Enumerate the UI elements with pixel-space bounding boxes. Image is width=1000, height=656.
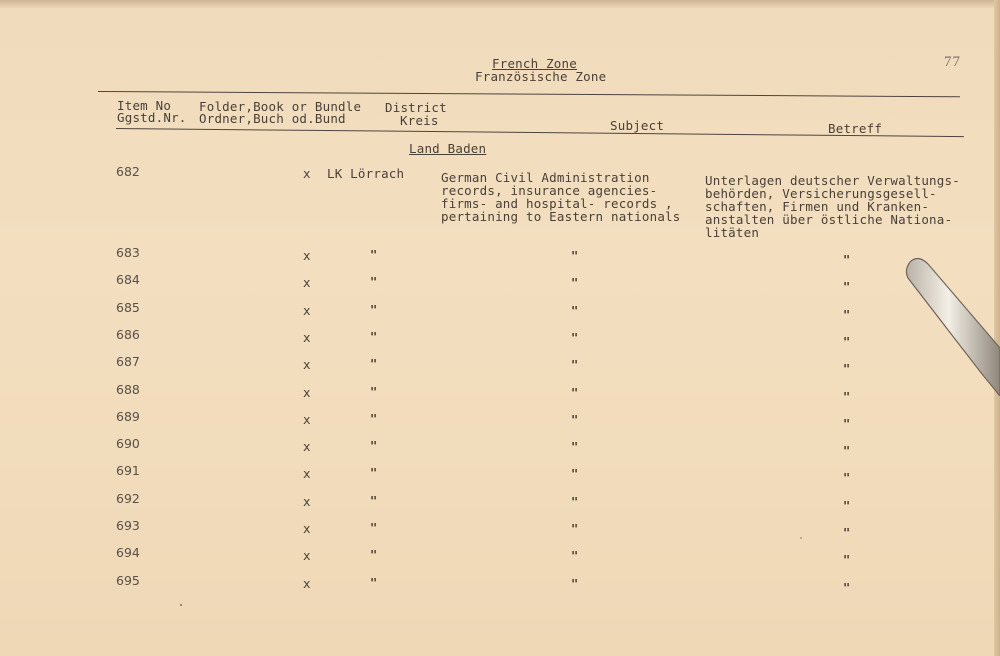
item-number: 685 (116, 300, 140, 315)
item-number: 695 (116, 573, 140, 588)
item-number: 684 (116, 272, 140, 287)
district-ditto: " (370, 412, 378, 426)
subject-ditto: " (571, 358, 579, 372)
header-ordner: Ordner,Buch od.Bund (199, 111, 346, 126)
district-ditto: " (370, 576, 378, 590)
betreff-ditto: " (843, 581, 851, 595)
district-ditto: " (370, 494, 378, 508)
item-number: 683 (116, 245, 140, 260)
subject-line: firms- and hospital- records , (441, 196, 673, 211)
row-mark: x (303, 248, 311, 263)
section-title: Land Baden (409, 141, 487, 156)
item-number: 692 (116, 491, 140, 506)
header-kreis: Kreis (400, 113, 439, 128)
row-mark: x (303, 357, 311, 372)
betreff-ditto: " (843, 335, 851, 349)
subject-ditto: " (571, 276, 579, 290)
subject-ditto: " (571, 249, 579, 263)
pen-tip-icon (904, 256, 1000, 396)
page-number: 77 (944, 54, 961, 70)
betreff-ditto: " (843, 308, 851, 322)
betreff-ditto: " (843, 390, 851, 404)
header-betreff: Betreff (828, 121, 883, 136)
subject-ditto: " (571, 549, 579, 563)
subject-ditto: " (571, 522, 579, 536)
betreff-line: behörden, Versicherungsgesell- (705, 186, 937, 201)
row-mark: x (303, 330, 311, 345)
first-entry-mark: x (303, 166, 311, 181)
betreff-ditto: " (843, 499, 851, 513)
first-entry-district: LK Lörrach (327, 166, 405, 181)
district-ditto: " (370, 466, 378, 480)
header-ggstd-nr: Ggstd.Nr. (117, 110, 187, 125)
row-mark: x (303, 439, 311, 454)
subject-ditto: " (571, 440, 579, 454)
district-ditto: " (370, 521, 378, 535)
district-ditto: " (370, 439, 378, 453)
betreff-ditto: " (843, 553, 851, 567)
row-mark: x (303, 494, 311, 509)
district-ditto: " (370, 248, 378, 262)
subject-line: records, insurance agencies- (441, 183, 658, 198)
district-ditto: " (370, 303, 378, 317)
header-folder: Folder,Book or Bundle (199, 99, 362, 114)
subject-line: pertaining to Eastern nationals (441, 209, 681, 224)
subject-ditto: " (571, 331, 579, 345)
row-mark: x (303, 576, 311, 591)
first-entry-item: 682 (116, 164, 140, 179)
row-mark: x (303, 412, 311, 427)
betreff-ditto: " (843, 444, 851, 458)
paper-speck (800, 537, 802, 539)
item-number: 691 (116, 463, 140, 478)
district-ditto: " (370, 357, 378, 371)
header-item-no: Item No (117, 98, 172, 113)
header-top-rule (98, 91, 960, 97)
row-mark: x (303, 275, 311, 290)
betreff-ditto: " (843, 253, 851, 267)
item-number: 687 (116, 354, 140, 369)
betreff-ditto: " (843, 526, 851, 540)
item-number: 693 (116, 518, 140, 533)
item-number: 686 (116, 327, 140, 342)
row-mark: x (303, 466, 311, 481)
betreff-ditto: " (843, 362, 851, 376)
item-number: 694 (116, 545, 140, 560)
header-subject: Subject (610, 118, 665, 133)
row-mark: x (303, 521, 311, 536)
subject-ditto: " (571, 304, 579, 318)
betreff-line: Unterlagen deutscher Verwaltungs- (705, 173, 960, 188)
zone-title-german: Französische Zone (475, 69, 607, 84)
district-ditto: " (370, 330, 378, 344)
paper-speck (180, 604, 182, 606)
item-number: 690 (116, 436, 140, 451)
betreff-ditto: " (843, 417, 851, 431)
row-mark: x (303, 548, 311, 563)
subject-line: German Civil Administration (441, 170, 650, 185)
betreff-line: litäten (705, 225, 760, 240)
betreff-ditto: " (843, 280, 851, 294)
betreff-ditto: " (843, 471, 851, 485)
district-ditto: " (370, 385, 378, 399)
subject-ditto: " (571, 467, 579, 481)
betreff-line: anstalten über östliche Nationa- (705, 212, 953, 227)
page-top-edge (0, 0, 1000, 8)
district-ditto: " (370, 275, 378, 289)
subject-ditto: " (571, 386, 579, 400)
item-number: 688 (116, 382, 140, 397)
subject-ditto: " (571, 577, 579, 591)
betreff-line: schaften, Firmen und Kranken- (705, 199, 930, 214)
zone-title: French Zone (492, 56, 577, 71)
header-district: District (385, 100, 447, 115)
subject-ditto: " (571, 413, 579, 427)
row-mark: x (303, 385, 311, 400)
item-number: 689 (116, 409, 140, 424)
subject-ditto: " (571, 495, 579, 509)
row-mark: x (303, 303, 311, 318)
district-ditto: " (370, 548, 378, 562)
